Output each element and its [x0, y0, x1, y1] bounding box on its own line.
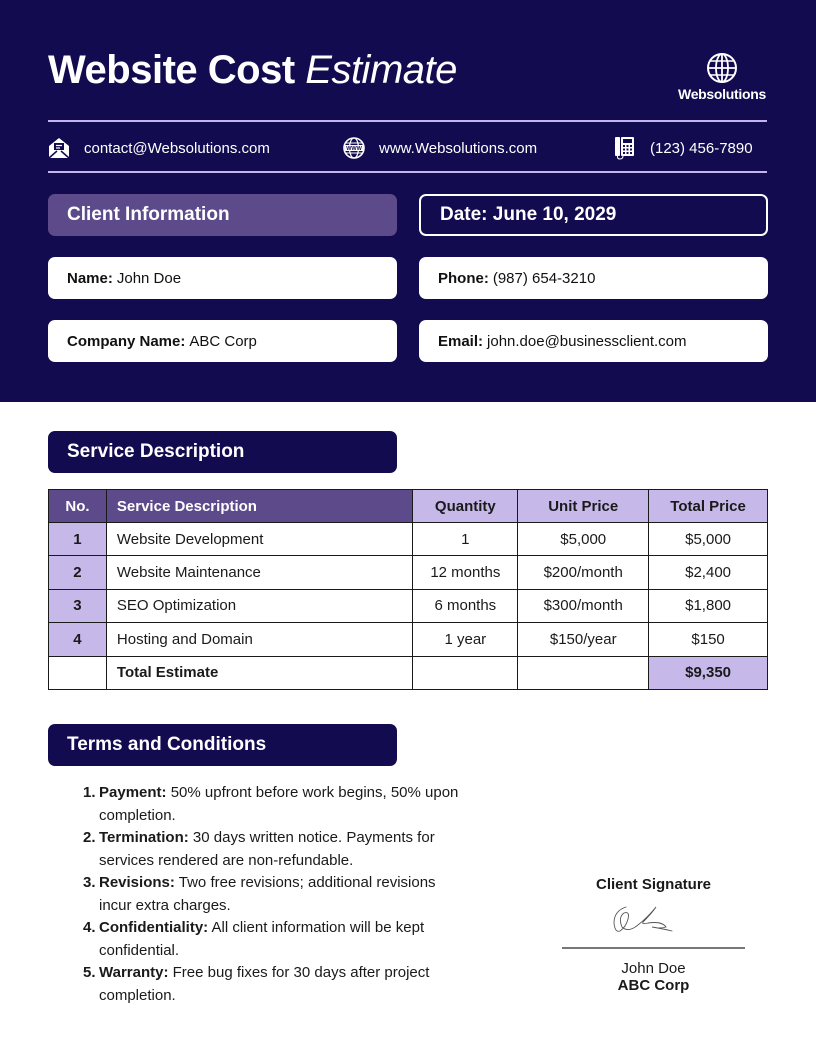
- services-table: [48, 489, 768, 690]
- terms-item: [83, 827, 463, 872]
- row-quantity: 12 months: [413, 556, 518, 589]
- client-name-value: John Doe: [116, 269, 182, 287]
- terms-item-title: Termination:: [99, 829, 189, 846]
- row-total-price: $5,000: [649, 523, 768, 556]
- row-no: 4: [49, 623, 107, 656]
- terms-item-text: 30 days written notice. Payments for services rendered are non-refundable.: [99, 829, 435, 869]
- client-phone-field: [419, 257, 768, 299]
- client-company-field: [48, 320, 397, 362]
- envelope-icon: [47, 136, 71, 160]
- signature-line: [562, 947, 745, 949]
- row-quantity: 1 year: [413, 623, 518, 656]
- col-header-description: Service Description: [106, 490, 412, 523]
- contact-phone-text[interactable]: (123) 456-7890: [650, 139, 753, 157]
- terms-heading: Terms and Conditions: [48, 724, 397, 766]
- terms-item-number: 5.: [83, 964, 96, 981]
- contact-website-text[interactable]: www.Websolutions.com: [379, 139, 538, 157]
- title-bold: Website Cost: [48, 48, 295, 92]
- company-logo: [676, 52, 768, 102]
- client-name-label: Name:: [67, 269, 113, 287]
- total-row-unit-cell: [518, 656, 649, 689]
- signature-label: Client Signature: [595, 876, 711, 893]
- row-total-price: $2,400: [649, 556, 768, 589]
- row-description: Hosting and Domain: [106, 623, 412, 656]
- terms-item-title: Revisions:: [99, 874, 175, 891]
- row-no: 1: [49, 523, 107, 556]
- row-quantity: 6 months: [413, 589, 518, 622]
- client-company-value: ABC Corp: [189, 332, 257, 350]
- terms-item-title: Payment:: [99, 784, 167, 801]
- row-no: 3: [49, 589, 107, 622]
- contact-email: [47, 136, 270, 160]
- client-email-label: Email:: [438, 332, 484, 350]
- divider-bottom: [48, 171, 767, 173]
- terms-list: [83, 782, 463, 1007]
- terms-item-number: 1.: [83, 784, 96, 801]
- terms-item: [83, 962, 463, 1007]
- row-description: Website Maintenance: [106, 556, 412, 589]
- client-phone-value: (987) 654-3210: [492, 269, 596, 287]
- terms-item: [83, 872, 463, 917]
- terms-item: [83, 917, 463, 962]
- terms-item-text: Two free revisions; additional revisions incur extra charges.: [99, 874, 436, 914]
- col-header-no: No.: [49, 490, 107, 523]
- row-unit-price: $200/month: [518, 556, 649, 589]
- total-row-no-cell: [49, 656, 107, 689]
- table-row: [49, 589, 768, 622]
- phone-icon: [613, 136, 637, 160]
- total-value: $9,350: [649, 656, 768, 689]
- client-name-field: [48, 257, 397, 299]
- table-header-row: [49, 490, 768, 523]
- client-signature-block: [562, 876, 745, 994]
- row-unit-price: $5,000: [518, 523, 649, 556]
- terms-item-text: Free bug fixes for 30 days after project completion.: [99, 964, 430, 1004]
- terms-item-text: 50% upfront before work begins, 50% upon completion.: [99, 784, 459, 824]
- row-description: SEO Optimization: [106, 589, 412, 622]
- terms-item-title: Confidentiality:: [99, 919, 209, 936]
- col-header-total-price: Total Price: [649, 490, 768, 523]
- client-email-field: [419, 320, 768, 362]
- svg-text:WWW: WWW: [346, 146, 362, 152]
- table-row: [49, 623, 768, 656]
- signer-company: ABC Corp: [617, 977, 690, 994]
- client-company-label: Company Name:: [67, 332, 186, 350]
- signer-name: John Doe: [621, 960, 686, 977]
- divider-top: [48, 120, 767, 122]
- row-description: Website Development: [106, 523, 412, 556]
- contact-phone: [613, 136, 753, 160]
- col-header-unit-price: Unit Price: [518, 490, 649, 523]
- terms-item-title: Warranty:: [99, 964, 169, 981]
- estimate-date: Date: June 10, 2029: [419, 194, 768, 236]
- client-info-heading: Client Information: [48, 194, 397, 236]
- terms-item: [83, 782, 463, 827]
- logo-name: Websolutions: [678, 86, 766, 102]
- row-unit-price: $150/year: [518, 623, 649, 656]
- row-quantity: 1: [413, 523, 518, 556]
- globe-www-icon: [342, 136, 366, 160]
- contact-email-text[interactable]: contact@Websolutions.com: [84, 139, 270, 157]
- terms-item-text: All client information will be kept confidential.: [99, 919, 425, 959]
- terms-item-number: 4.: [83, 919, 96, 936]
- document-title: [48, 48, 457, 93]
- table-row: [49, 523, 768, 556]
- row-no: 2: [49, 556, 107, 589]
- contact-website: [342, 136, 537, 160]
- client-email-value: john.doe@businessclient.com: [487, 332, 687, 350]
- total-row: [49, 656, 768, 689]
- total-row-quantity-cell: [413, 656, 518, 689]
- col-header-quantity: Quantity: [413, 490, 518, 523]
- terms-item-number: 2.: [83, 829, 96, 846]
- total-label: Total Estimate: [106, 656, 412, 689]
- service-description-heading: Service Description: [48, 431, 397, 473]
- handwritten-signature-icon: [604, 899, 704, 939]
- table-row: [49, 556, 768, 589]
- row-total-price: $1,800: [649, 589, 768, 622]
- title-italic: Estimate: [305, 48, 457, 92]
- row-unit-price: $300/month: [518, 589, 649, 622]
- client-phone-label: Phone:: [438, 269, 489, 287]
- row-total-price: $150: [649, 623, 768, 656]
- globe-icon: [706, 52, 738, 84]
- terms-item-number: 3.: [83, 874, 96, 891]
